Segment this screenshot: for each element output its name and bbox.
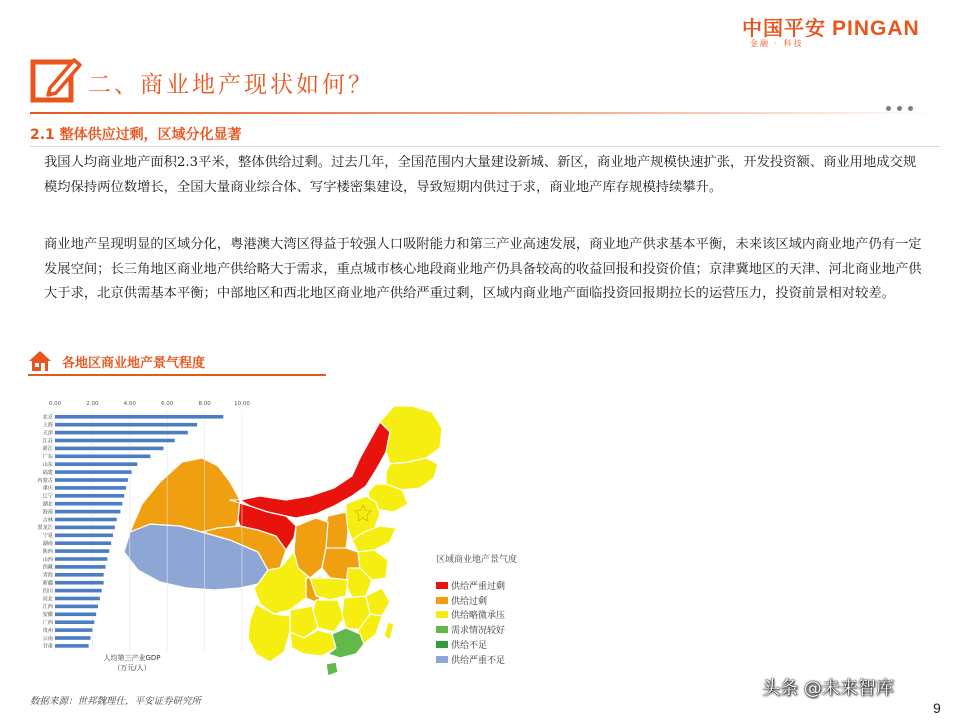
category-label: 西藏 xyxy=(42,564,53,571)
category-label: 上海 xyxy=(42,422,53,429)
figure-title: 各地区商业地产景气程度 xyxy=(62,356,206,371)
category-label: 吉林 xyxy=(42,517,53,524)
brand-name-en: PINGAN xyxy=(832,17,920,40)
legend-swatch xyxy=(436,641,448,648)
legend-title: 区域商业地产景气度 xyxy=(436,555,518,565)
bar xyxy=(55,565,105,569)
bar xyxy=(55,502,122,506)
category-label: 陕西 xyxy=(42,548,53,555)
legend-item xyxy=(436,652,596,667)
bar xyxy=(55,589,102,593)
category-label: 重庆 xyxy=(42,485,53,492)
legend-item xyxy=(436,608,596,623)
legend-label: 供给严重不足 xyxy=(451,655,506,666)
x-tick-label: 0.00 xyxy=(48,401,62,407)
legend-swatch xyxy=(436,597,448,604)
category-label: 浙江 xyxy=(42,446,53,453)
category-label: 江苏 xyxy=(42,438,53,445)
bar xyxy=(55,613,96,617)
bar xyxy=(55,581,104,585)
category-label: 山东 xyxy=(42,462,53,468)
divider-dots xyxy=(886,106,913,111)
bar xyxy=(55,462,137,466)
bar xyxy=(55,557,107,561)
category-label: 安徽 xyxy=(42,612,53,619)
bar-chart xyxy=(28,392,258,684)
bar xyxy=(55,573,104,577)
bar xyxy=(55,605,98,609)
bar xyxy=(55,494,124,498)
bar xyxy=(55,620,94,624)
legend-item xyxy=(436,622,596,637)
body-paragraph-1: 我国人均商业地产面积2.3平米，整体供给过剩。过去几年，全国范围内大量建设新城、新区，商业地产规模快速扩张，开发投资额、商业用地成交规模均保持两位数增长，全国大量商业综合体、写字楼密集建设，导致短期内供过于求，商业地产库存规模持续攀升。 xyxy=(44,155,917,195)
bar xyxy=(55,431,188,435)
bar xyxy=(55,518,117,522)
brand-tagline: 金融 · 科技 xyxy=(750,39,804,48)
category-label: 内蒙古 xyxy=(37,477,53,484)
category-label: 江西 xyxy=(42,604,53,611)
category-label: 辽宁 xyxy=(42,493,53,500)
figure-divider xyxy=(28,374,326,376)
map-region-heilongjiang xyxy=(380,406,442,464)
category-label: 甘肃 xyxy=(42,643,53,650)
category-label: 湖北 xyxy=(42,501,53,508)
legend-label: 供给过剩 xyxy=(451,596,488,607)
page-title: 二、商业地产现状如何？ xyxy=(88,72,374,98)
legend-item xyxy=(436,578,596,593)
section-heading: 2.1 整体供应过剩，区域分化显著 xyxy=(30,127,242,143)
x-axis-label: （万元/人） xyxy=(113,664,151,672)
category-label: 海南 xyxy=(42,509,53,516)
brand-name-cn: 中国平安 xyxy=(742,16,826,40)
bar xyxy=(55,526,115,530)
category-label: 黑龙江 xyxy=(37,525,53,532)
category-label: 贵州 xyxy=(42,627,53,634)
legend-item xyxy=(436,593,596,608)
legend-swatch xyxy=(436,611,448,618)
x-tick-label: 2.00 xyxy=(86,401,99,407)
x-axis-label: 人均第三产业GDP xyxy=(103,654,161,662)
legend-label: 供给略微承压 xyxy=(451,611,506,622)
map-region-hainan xyxy=(326,662,338,676)
legend-item xyxy=(436,637,596,652)
bar xyxy=(55,415,223,419)
bar xyxy=(55,470,132,474)
legend-swatch xyxy=(436,582,448,589)
title-divider xyxy=(30,112,940,114)
category-label: 青海 xyxy=(42,572,53,579)
legend-label: 供给不足 xyxy=(451,641,488,652)
x-tick-label: 6.00 xyxy=(161,401,174,407)
brand-logo xyxy=(742,12,942,54)
body-paragraph-2: 商业地产呈现明显的区域分化，粤港澳大湾区得益于较强人口吸附能力和第三产业高速发展，商业地产供求基本平衡，未来该区域内商业地产仍有一定发展空间；长三角地区商业地产供给略大于需求，重点城市核心地段商业地产仍具备较高的收益回报和投资价值；京津冀地区的天津、河北商业地产供大于求，北京供需基本平衡；中部地区和西北地区商业地产供给严重过剩，区域内商业地产面临投资回报期拉长的运营压力，投资前景相对较差。 xyxy=(44,237,922,301)
legend-swatch xyxy=(436,656,448,663)
section-divider xyxy=(30,146,940,147)
category-label: 宁夏 xyxy=(42,533,53,540)
house-icon xyxy=(28,350,52,372)
page-number: 9 xyxy=(933,700,941,716)
category-label: 广西 xyxy=(42,620,53,626)
category-label: 天津 xyxy=(42,430,53,437)
bar xyxy=(55,644,89,648)
bar xyxy=(55,534,113,538)
category-label: 北京 xyxy=(42,414,53,421)
bar xyxy=(55,447,163,451)
bar xyxy=(55,486,126,490)
pencil-note-icon xyxy=(30,54,82,104)
x-tick-label: 8.00 xyxy=(198,401,211,407)
category-label: 山西 xyxy=(42,556,53,563)
bar xyxy=(55,636,91,640)
bar xyxy=(55,541,111,545)
bar xyxy=(55,549,109,553)
category-label: 河北 xyxy=(42,596,53,603)
map-region-taiwan xyxy=(384,622,394,640)
bar xyxy=(55,510,120,514)
map-legend xyxy=(436,552,596,667)
source-note: 数据来源：世邦魏理仕，平安证券研究所 xyxy=(30,696,202,707)
category-label: 四川 xyxy=(42,588,53,595)
legend-swatch xyxy=(436,626,448,633)
category-label: 新疆 xyxy=(42,580,53,587)
legend-label: 供给严重过剩 xyxy=(451,581,506,592)
x-tick-label: 4.00 xyxy=(123,401,136,407)
bar xyxy=(55,423,197,427)
x-tick-label: 10.00 xyxy=(234,401,250,407)
legend-label: 需求情况较好 xyxy=(451,626,506,637)
bar xyxy=(55,597,100,601)
watermark: 头条 @未来智库 xyxy=(762,678,894,699)
category-label: 云南 xyxy=(42,635,53,642)
bar xyxy=(55,439,175,443)
category-label: 广东 xyxy=(42,454,53,461)
bar xyxy=(55,455,150,459)
bar xyxy=(55,478,128,482)
category-label: 福建 xyxy=(42,469,53,476)
category-label: 湖南 xyxy=(42,541,53,547)
bar xyxy=(55,628,92,632)
